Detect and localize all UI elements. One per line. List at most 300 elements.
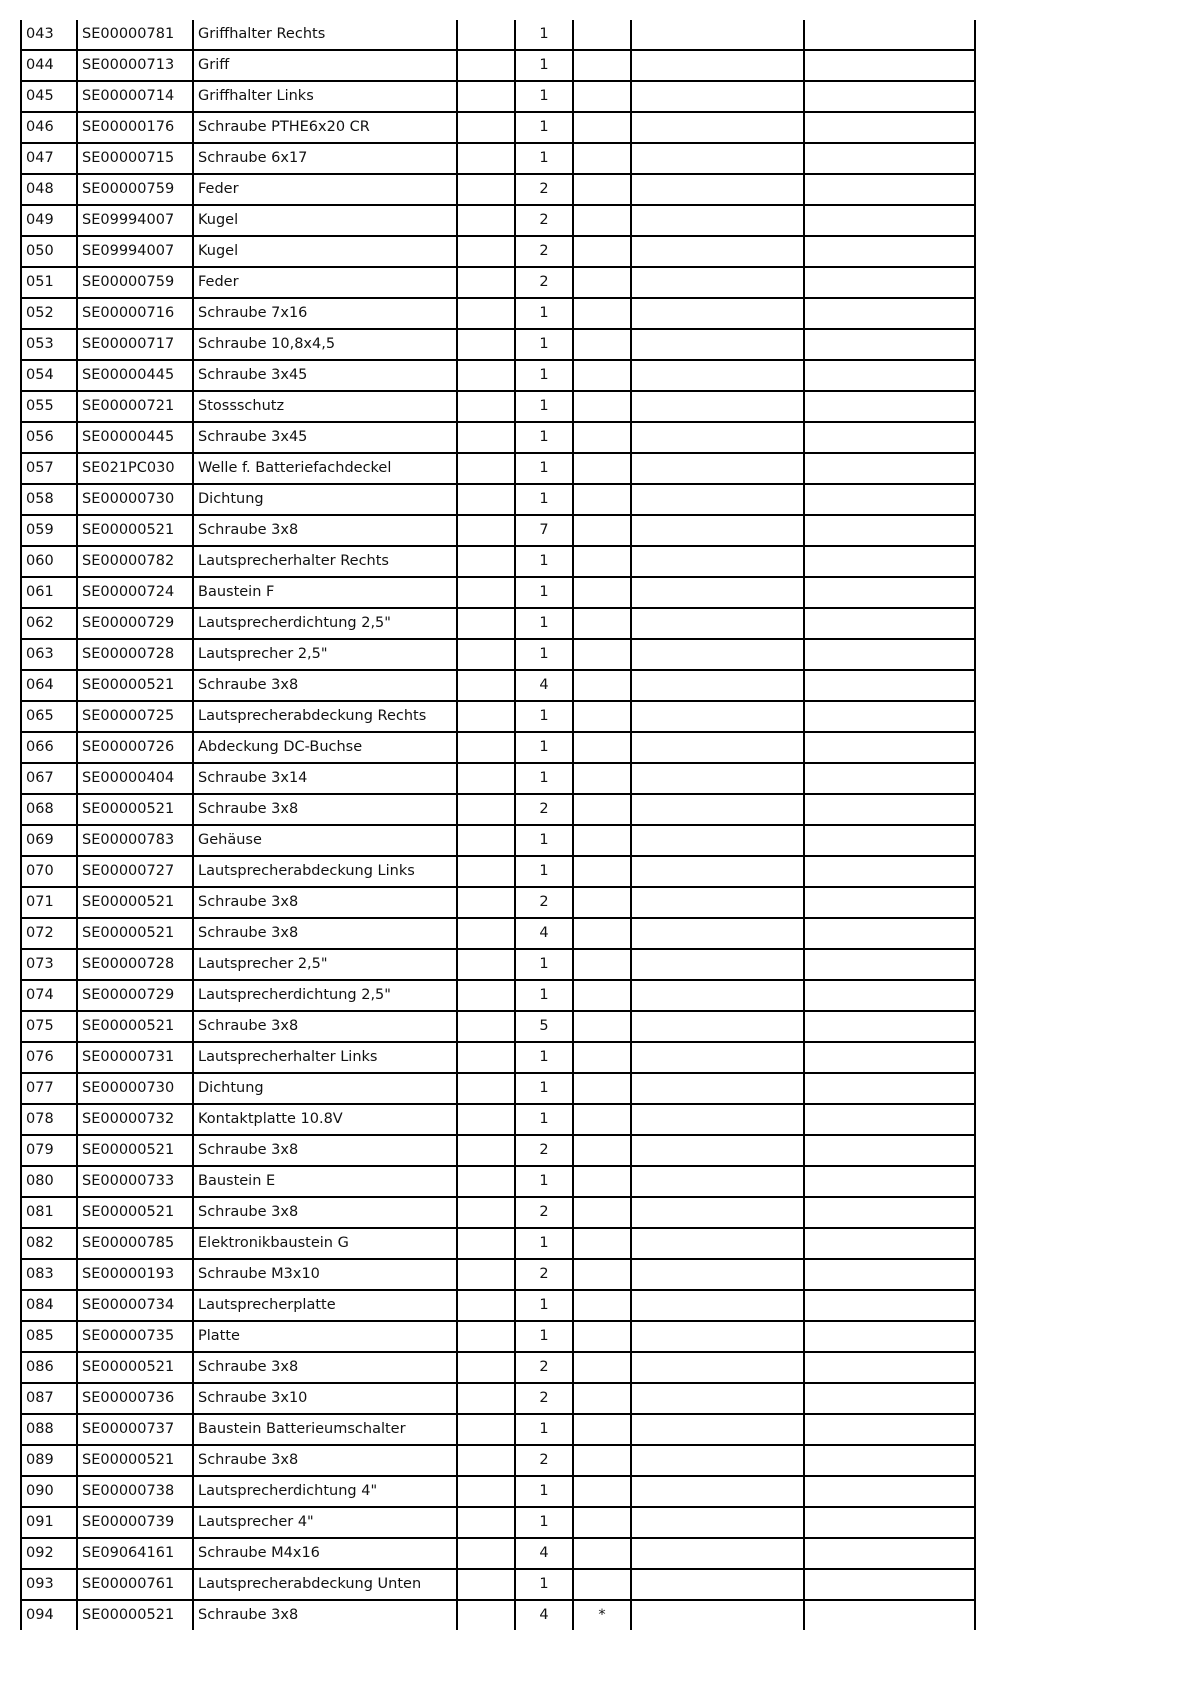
empty-cell	[457, 794, 515, 825]
description-cell: Lautsprecher 2,5"	[193, 949, 457, 980]
marker-cell	[573, 546, 631, 577]
quantity-cell: 2	[515, 174, 573, 205]
description-cell: Lautsprecherabdeckung Links	[193, 856, 457, 887]
empty-cell	[804, 1073, 975, 1104]
description-cell: Lautsprecherhalter Links	[193, 1042, 457, 1073]
marker-cell	[573, 267, 631, 298]
position-cell: 078	[21, 1104, 77, 1135]
marker-cell	[573, 143, 631, 174]
description-cell: Griffhalter Rechts	[193, 20, 457, 50]
description-cell: Lautsprecherhalter Rechts	[193, 546, 457, 577]
article-number-cell: SE00000726	[77, 732, 193, 763]
quantity-cell: 1	[515, 1569, 573, 1600]
table-row	[21, 1228, 975, 1259]
article-number-cell: SE00000521	[77, 1135, 193, 1166]
description-cell: Schraube 3x8	[193, 1352, 457, 1383]
description-cell: Lautsprecher 2,5"	[193, 639, 457, 670]
empty-cell	[804, 546, 975, 577]
position-cell: 062	[21, 608, 77, 639]
position-cell: 068	[21, 794, 77, 825]
quantity-cell: 2	[515, 236, 573, 267]
marker-cell: *	[573, 1600, 631, 1630]
table-row	[21, 1321, 975, 1352]
article-number-cell: SE00000521	[77, 794, 193, 825]
empty-cell	[631, 1507, 804, 1538]
empty-cell	[631, 143, 804, 174]
article-number-cell: SE00000725	[77, 701, 193, 732]
empty-cell	[631, 1352, 804, 1383]
position-cell: 045	[21, 81, 77, 112]
empty-cell	[631, 422, 804, 453]
description-cell: Lautsprecherdichtung 4"	[193, 1476, 457, 1507]
empty-cell	[631, 1135, 804, 1166]
description-cell: Schraube 3x8	[193, 670, 457, 701]
empty-cell	[631, 50, 804, 81]
article-number-cell: SE00000782	[77, 546, 193, 577]
quantity-cell: 1	[515, 732, 573, 763]
quantity-cell: 1	[515, 577, 573, 608]
empty-cell	[631, 360, 804, 391]
quantity-cell: 1	[515, 360, 573, 391]
position-cell: 044	[21, 50, 77, 81]
table-row	[21, 391, 975, 422]
table-row	[21, 577, 975, 608]
quantity-cell: 1	[515, 949, 573, 980]
empty-cell	[457, 1538, 515, 1569]
position-cell: 067	[21, 763, 77, 794]
empty-cell	[631, 701, 804, 732]
table-row	[21, 949, 975, 980]
position-cell: 084	[21, 1290, 77, 1321]
empty-cell	[457, 1507, 515, 1538]
article-number-cell: SE00000717	[77, 329, 193, 360]
empty-cell	[457, 1166, 515, 1197]
empty-cell	[804, 20, 975, 50]
empty-cell	[804, 1414, 975, 1445]
quantity-cell: 1	[515, 1042, 573, 1073]
quantity-cell: 1	[515, 1104, 573, 1135]
article-number-cell: SE00000193	[77, 1259, 193, 1290]
quantity-cell: 4	[515, 1600, 573, 1630]
position-cell: 051	[21, 267, 77, 298]
marker-cell	[573, 484, 631, 515]
article-number-cell: SE00000735	[77, 1321, 193, 1352]
quantity-cell: 1	[515, 20, 573, 50]
description-cell: Baustein F	[193, 577, 457, 608]
quantity-cell: 1	[515, 143, 573, 174]
table-row	[21, 298, 975, 329]
description-cell: Schraube 3x10	[193, 1383, 457, 1414]
description-cell: Schraube 7x16	[193, 298, 457, 329]
description-cell: Feder	[193, 174, 457, 205]
empty-cell	[631, 1228, 804, 1259]
article-number-cell: SE00000521	[77, 1600, 193, 1630]
description-cell: Schraube 3x8	[193, 1445, 457, 1476]
position-cell: 086	[21, 1352, 77, 1383]
position-cell: 047	[21, 143, 77, 174]
empty-cell	[804, 1197, 975, 1228]
empty-cell	[631, 825, 804, 856]
description-cell: Dichtung	[193, 484, 457, 515]
table-row	[21, 1166, 975, 1197]
empty-cell	[457, 1042, 515, 1073]
article-number-cell: SE00000728	[77, 639, 193, 670]
table-row	[21, 1476, 975, 1507]
table-row	[21, 360, 975, 391]
marker-cell	[573, 701, 631, 732]
article-number-cell: SE00000759	[77, 267, 193, 298]
empty-cell	[804, 670, 975, 701]
empty-cell	[457, 608, 515, 639]
empty-cell	[457, 515, 515, 546]
position-cell: 088	[21, 1414, 77, 1445]
position-cell: 066	[21, 732, 77, 763]
empty-cell	[804, 701, 975, 732]
empty-cell	[457, 453, 515, 484]
empty-cell	[457, 298, 515, 329]
quantity-cell: 1	[515, 546, 573, 577]
empty-cell	[804, 112, 975, 143]
empty-cell	[457, 577, 515, 608]
article-number-cell: SE00000732	[77, 1104, 193, 1135]
empty-cell	[457, 1228, 515, 1259]
table-row	[21, 1259, 975, 1290]
marker-cell	[573, 1197, 631, 1228]
marker-cell	[573, 360, 631, 391]
position-cell: 046	[21, 112, 77, 143]
article-number-cell: SE00000176	[77, 112, 193, 143]
empty-cell	[804, 1228, 975, 1259]
position-cell: 075	[21, 1011, 77, 1042]
position-cell: 077	[21, 1073, 77, 1104]
description-cell: Gehäuse	[193, 825, 457, 856]
empty-cell	[804, 236, 975, 267]
empty-cell	[631, 236, 804, 267]
empty-cell	[631, 81, 804, 112]
article-number-cell: SE00000521	[77, 918, 193, 949]
empty-cell	[631, 1104, 804, 1135]
table-row	[21, 1600, 975, 1630]
quantity-cell: 7	[515, 515, 573, 546]
quantity-cell: 1	[515, 1507, 573, 1538]
empty-cell	[457, 1290, 515, 1321]
article-number-cell: SE00000521	[77, 670, 193, 701]
marker-cell	[573, 763, 631, 794]
empty-cell	[631, 639, 804, 670]
marker-cell	[573, 732, 631, 763]
empty-cell	[804, 763, 975, 794]
table-row	[21, 1507, 975, 1538]
quantity-cell: 1	[515, 484, 573, 515]
empty-cell	[804, 1507, 975, 1538]
article-number-cell: SE00000736	[77, 1383, 193, 1414]
table-row	[21, 887, 975, 918]
table-row	[21, 763, 975, 794]
table-row	[21, 608, 975, 639]
position-cell: 061	[21, 577, 77, 608]
empty-cell	[804, 639, 975, 670]
marker-cell	[573, 515, 631, 546]
empty-cell	[457, 143, 515, 174]
marker-cell	[573, 1259, 631, 1290]
empty-cell	[804, 298, 975, 329]
parts-list-table	[20, 20, 976, 1630]
description-cell: Schraube 3x8	[193, 1197, 457, 1228]
empty-cell	[804, 949, 975, 980]
empty-cell	[804, 453, 975, 484]
empty-cell	[631, 918, 804, 949]
marker-cell	[573, 50, 631, 81]
empty-cell	[804, 1259, 975, 1290]
empty-cell	[804, 1011, 975, 1042]
empty-cell	[457, 1383, 515, 1414]
description-cell: Stossschutz	[193, 391, 457, 422]
position-cell: 057	[21, 453, 77, 484]
position-cell: 070	[21, 856, 77, 887]
description-cell: Schraube 3x8	[193, 1011, 457, 1042]
quantity-cell: 2	[515, 267, 573, 298]
position-cell: 094	[21, 1600, 77, 1630]
description-cell: Kugel	[193, 205, 457, 236]
article-number-cell: SE00000445	[77, 360, 193, 391]
article-number-cell: SE021PC030	[77, 453, 193, 484]
marker-cell	[573, 174, 631, 205]
quantity-cell: 2	[515, 1352, 573, 1383]
marker-cell	[573, 1073, 631, 1104]
article-number-cell: SE00000521	[77, 1011, 193, 1042]
empty-cell	[804, 1600, 975, 1630]
quantity-cell: 1	[515, 1073, 573, 1104]
marker-cell	[573, 1042, 631, 1073]
empty-cell	[804, 1383, 975, 1414]
empty-cell	[804, 1476, 975, 1507]
table-row	[21, 1197, 975, 1228]
empty-cell	[457, 236, 515, 267]
empty-cell	[631, 1042, 804, 1073]
empty-cell	[804, 1104, 975, 1135]
position-cell: 072	[21, 918, 77, 949]
empty-cell	[457, 422, 515, 453]
empty-cell	[457, 1600, 515, 1630]
empty-cell	[631, 1383, 804, 1414]
empty-cell	[804, 1569, 975, 1600]
position-cell: 058	[21, 484, 77, 515]
marker-cell	[573, 205, 631, 236]
description-cell: Schraube 3x8	[193, 887, 457, 918]
position-cell: 089	[21, 1445, 77, 1476]
marker-cell	[573, 949, 631, 980]
position-cell: 060	[21, 546, 77, 577]
empty-cell	[804, 887, 975, 918]
marker-cell	[573, 453, 631, 484]
marker-cell	[573, 980, 631, 1011]
article-number-cell: SE09994007	[77, 236, 193, 267]
article-number-cell: SE00000521	[77, 515, 193, 546]
position-cell: 073	[21, 949, 77, 980]
table-row	[21, 546, 975, 577]
article-number-cell: SE00000729	[77, 980, 193, 1011]
table-row	[21, 825, 975, 856]
marker-cell	[573, 1166, 631, 1197]
description-cell: Abdeckung DC-Buchse	[193, 732, 457, 763]
quantity-cell: 1	[515, 112, 573, 143]
empty-cell	[631, 1476, 804, 1507]
empty-cell	[804, 484, 975, 515]
marker-cell	[573, 1414, 631, 1445]
empty-cell	[457, 329, 515, 360]
marker-cell	[573, 1352, 631, 1383]
table-row	[21, 670, 975, 701]
marker-cell	[573, 856, 631, 887]
empty-cell	[804, 50, 975, 81]
quantity-cell: 1	[515, 453, 573, 484]
table-row	[21, 329, 975, 360]
table-row	[21, 112, 975, 143]
empty-cell	[804, 980, 975, 1011]
article-number-cell: SE00000721	[77, 391, 193, 422]
position-cell: 055	[21, 391, 77, 422]
position-cell: 049	[21, 205, 77, 236]
quantity-cell: 1	[515, 856, 573, 887]
empty-cell	[457, 1011, 515, 1042]
description-cell: Schraube 3x8	[193, 515, 457, 546]
empty-cell	[804, 329, 975, 360]
article-number-cell: SE09994007	[77, 205, 193, 236]
article-number-cell: SE00000737	[77, 1414, 193, 1445]
article-number-cell: SE00000728	[77, 949, 193, 980]
table-row	[21, 267, 975, 298]
empty-cell	[457, 1569, 515, 1600]
position-cell: 083	[21, 1259, 77, 1290]
table-row	[21, 1414, 975, 1445]
table-row	[21, 143, 975, 174]
empty-cell	[631, 267, 804, 298]
empty-cell	[631, 1011, 804, 1042]
table-row	[21, 1445, 975, 1476]
empty-cell	[631, 546, 804, 577]
position-cell: 091	[21, 1507, 77, 1538]
position-cell: 054	[21, 360, 77, 391]
article-number-cell: SE00000761	[77, 1569, 193, 1600]
description-cell: Schraube 3x8	[193, 794, 457, 825]
quantity-cell: 1	[515, 639, 573, 670]
marker-cell	[573, 577, 631, 608]
table-row	[21, 50, 975, 81]
article-number-cell: SE00000759	[77, 174, 193, 205]
marker-cell	[573, 887, 631, 918]
empty-cell	[631, 763, 804, 794]
quantity-cell: 1	[515, 825, 573, 856]
position-cell: 087	[21, 1383, 77, 1414]
article-number-cell: SE00000724	[77, 577, 193, 608]
article-number-cell: SE00000727	[77, 856, 193, 887]
table-row	[21, 1135, 975, 1166]
empty-cell	[631, 1290, 804, 1321]
description-cell: Dichtung	[193, 1073, 457, 1104]
empty-cell	[804, 1042, 975, 1073]
description-cell: Griffhalter Links	[193, 81, 457, 112]
empty-cell	[631, 174, 804, 205]
quantity-cell: 1	[515, 1166, 573, 1197]
position-cell: 064	[21, 670, 77, 701]
marker-cell	[573, 391, 631, 422]
table-row	[21, 1352, 975, 1383]
description-cell: Platte	[193, 1321, 457, 1352]
position-cell: 090	[21, 1476, 77, 1507]
empty-cell	[457, 856, 515, 887]
marker-cell	[573, 1569, 631, 1600]
empty-cell	[631, 577, 804, 608]
empty-cell	[631, 1414, 804, 1445]
empty-cell	[804, 1538, 975, 1569]
quantity-cell: 1	[515, 298, 573, 329]
position-cell: 069	[21, 825, 77, 856]
empty-cell	[457, 50, 515, 81]
empty-cell	[631, 608, 804, 639]
table-row	[21, 1011, 975, 1042]
empty-cell	[457, 918, 515, 949]
table-row	[21, 1383, 975, 1414]
quantity-cell: 1	[515, 81, 573, 112]
quantity-cell: 1	[515, 50, 573, 81]
marker-cell	[573, 1538, 631, 1569]
empty-cell	[631, 112, 804, 143]
empty-cell	[631, 329, 804, 360]
empty-cell	[457, 546, 515, 577]
empty-cell	[457, 670, 515, 701]
description-cell: Schraube 3x8	[193, 918, 457, 949]
empty-cell	[457, 1352, 515, 1383]
empty-cell	[804, 1290, 975, 1321]
description-cell: Schraube 3x45	[193, 422, 457, 453]
quantity-cell: 2	[515, 205, 573, 236]
empty-cell	[631, 887, 804, 918]
empty-cell	[631, 1321, 804, 1352]
empty-cell	[457, 763, 515, 794]
empty-cell	[631, 453, 804, 484]
marker-cell	[573, 1321, 631, 1352]
quantity-cell: 2	[515, 1445, 573, 1476]
empty-cell	[804, 918, 975, 949]
marker-cell	[573, 236, 631, 267]
article-number-cell: SE00000521	[77, 1197, 193, 1228]
description-cell: Lautsprecherdichtung 2,5"	[193, 608, 457, 639]
empty-cell	[631, 670, 804, 701]
table-row	[21, 515, 975, 546]
marker-cell	[573, 639, 631, 670]
marker-cell	[573, 1507, 631, 1538]
description-cell: Schraube M4x16	[193, 1538, 457, 1569]
article-number-cell: SE00000716	[77, 298, 193, 329]
description-cell: Schraube 3x8	[193, 1600, 457, 1630]
description-cell: Schraube PTHE6x20 CR	[193, 112, 457, 143]
empty-cell	[631, 949, 804, 980]
empty-cell	[804, 422, 975, 453]
empty-cell	[457, 1104, 515, 1135]
article-number-cell: SE00000781	[77, 20, 193, 50]
empty-cell	[457, 1259, 515, 1290]
empty-cell	[631, 1569, 804, 1600]
empty-cell	[804, 825, 975, 856]
marker-cell	[573, 112, 631, 143]
empty-cell	[457, 1476, 515, 1507]
marker-cell	[573, 422, 631, 453]
quantity-cell: 1	[515, 329, 573, 360]
empty-cell	[804, 205, 975, 236]
empty-cell	[457, 1321, 515, 1352]
description-cell: Lautsprecher 4"	[193, 1507, 457, 1538]
article-number-cell: SE00000738	[77, 1476, 193, 1507]
